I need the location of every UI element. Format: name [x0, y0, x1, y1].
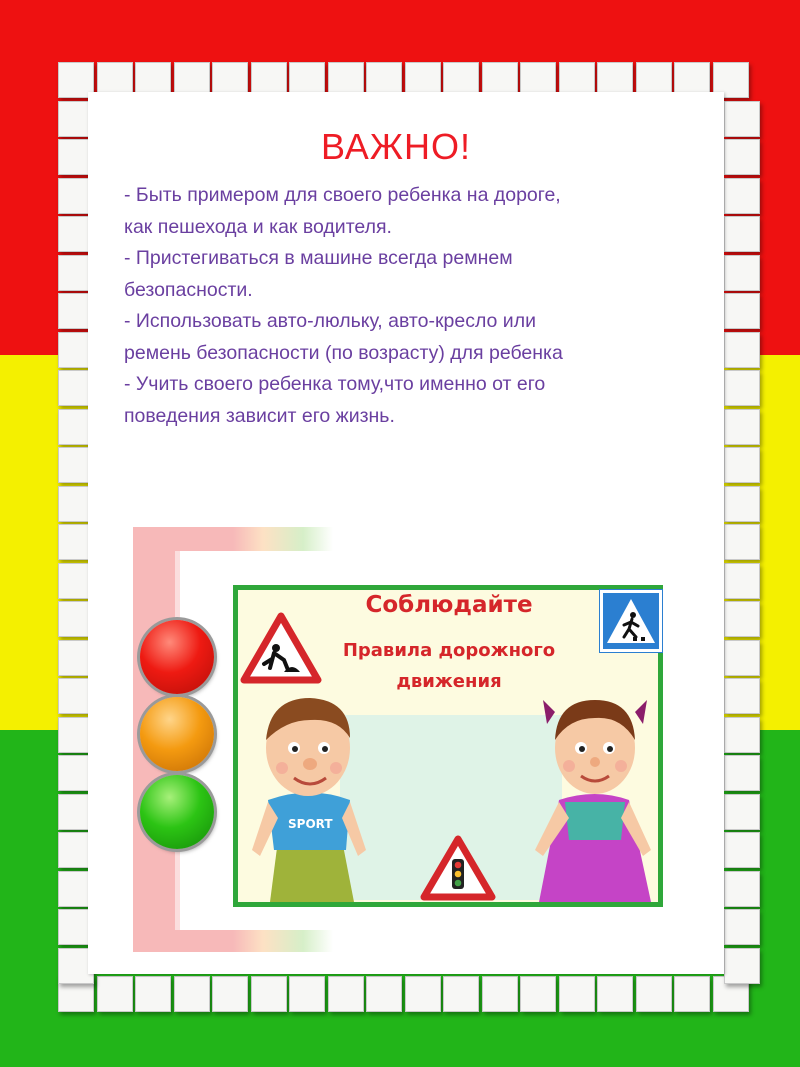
pedestrian-crossing-sign-icon — [600, 590, 662, 652]
advice-text — [124, 180, 724, 432]
frame-square — [724, 678, 760, 714]
frame-square — [724, 293, 760, 329]
frame-square — [212, 976, 248, 1012]
frame-square — [724, 832, 760, 868]
board-subheading-line1: Правила дорожного — [342, 640, 556, 661]
frame-square — [135, 976, 171, 1012]
advice-line: ремень безопасности (по возрасту) для ребенка — [124, 341, 563, 364]
road-works-sign-icon — [240, 612, 322, 684]
frame-square — [289, 976, 325, 1012]
svg-text:SPORT: SPORT — [288, 817, 333, 831]
frame-square — [482, 976, 518, 1012]
frame-square — [328, 976, 364, 1012]
frame-square — [405, 976, 441, 1012]
frame-square — [724, 948, 760, 984]
frame-square — [520, 976, 556, 1012]
frame-square — [724, 755, 760, 791]
advice-line: поведения зависит его жизнь. — [124, 404, 395, 427]
advice-line: - Быть примером для своего ребенка на дороге, — [124, 184, 561, 206]
frame-square — [724, 409, 760, 445]
frame-square — [597, 976, 633, 1012]
frame-square — [674, 976, 710, 1012]
frame-square — [97, 976, 133, 1012]
frame-square — [559, 976, 595, 1012]
frame-square — [174, 976, 210, 1012]
frame-square — [724, 563, 760, 599]
advice-line: - Пристегиваться в машине всегда ремнем — [124, 247, 513, 269]
advice-line: как пешехода и как водителя. — [124, 215, 392, 238]
frame-square — [443, 976, 479, 1012]
page-title — [0, 126, 800, 168]
frame-square — [724, 332, 760, 368]
frame-square — [724, 524, 760, 560]
girl-illustration — [525, 690, 660, 902]
pedestrian-crossing-symbol — [603, 593, 659, 649]
advice-line: безопасности. — [124, 278, 253, 301]
frame-square — [724, 640, 760, 676]
traffic-light-green-icon — [140, 775, 214, 849]
board-subheading-line2: движения — [396, 671, 502, 692]
frame-square — [724, 486, 760, 522]
illustration-bottom-stripe — [133, 930, 333, 952]
traffic-light-red-icon — [140, 620, 214, 694]
frame-square — [724, 717, 760, 753]
frame-square — [724, 601, 760, 637]
frame-square — [724, 909, 760, 945]
boy-illustration — [250, 690, 370, 902]
frame-square — [636, 976, 672, 1012]
frame-square — [724, 216, 760, 252]
advice-line: - Использовать авто-люльку, авто-кресло или — [124, 310, 536, 332]
traffic-light-sign-icon — [420, 835, 496, 901]
traffic-light-amber-icon — [140, 697, 214, 771]
frame-square — [724, 794, 760, 830]
frame-square — [251, 976, 287, 1012]
frame-square — [724, 178, 760, 214]
title-text: ВАЖНО! — [320, 126, 472, 167]
board-heading: Соблюдайте — [365, 592, 533, 618]
frame-square — [366, 976, 402, 1012]
frame-square — [724, 255, 760, 291]
frame-square — [724, 370, 760, 406]
frame-square — [724, 447, 760, 483]
advice-line: - Учить своего ребенка тому,что именно от его — [124, 373, 546, 395]
frame-square — [724, 871, 760, 907]
